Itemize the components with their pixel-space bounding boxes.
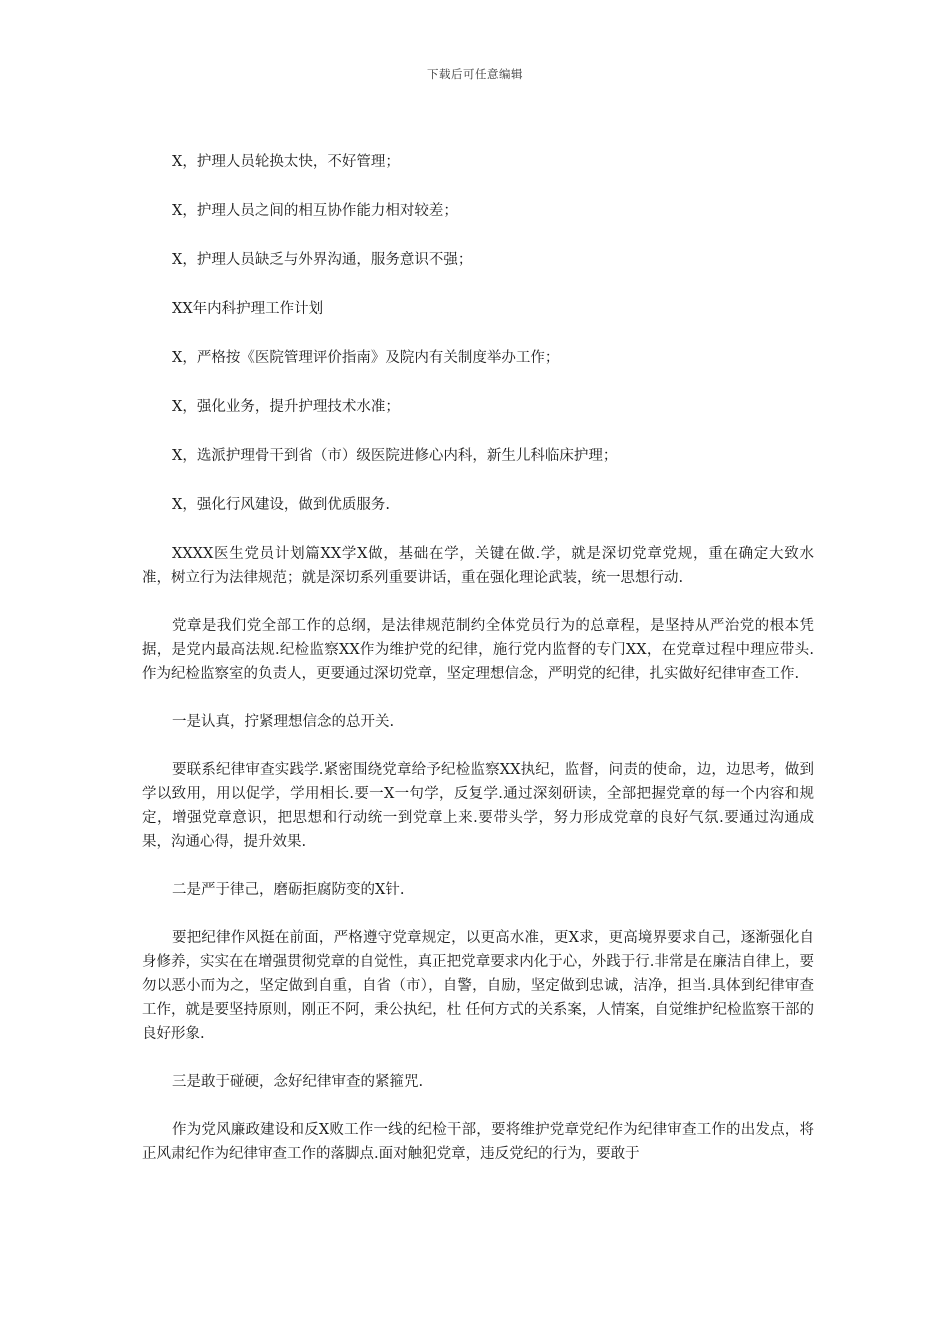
section-heading-3: 三是敢于碰硬，念好纪律审查的紧箍咒. xyxy=(172,1074,424,1090)
problem-item-1: X，护理人员轮换太快，不好管理； xyxy=(172,154,400,170)
section-heading-1: 一是认真，拧紧理想信念的总开关. xyxy=(172,714,395,730)
plan-item-3: X，选派护理骨干到省（市）级医院进修心内科，新生儿科临床护理； xyxy=(172,448,618,464)
paragraph-party-constitution: 党章是我们党全部工作的总纲，是法律规范制约全体党员行为的总章程，是坚持从严治党的根本凭据，是党内最高法规.纪检监察XX作为维护党的纪律，施行党内监督的专门XX，在党章过程中理应带头.作为纪检监察室的负责人，更要通过深切党章，坚定理想信念，严明党的纪律，扎实做好纪律审查工作. xyxy=(142,618,814,682)
paragraph-intro: XXXX医生党员计划篇XX学X做，基础在学，关键在做.学，就是深切党章党规，重在确定大致水准，树立行为法律规范；就是深切系列重要讲话，重在强化理论武装，统一思想行动. xyxy=(142,546,814,586)
plan-heading: XX年内科护理工作计划 xyxy=(172,301,324,317)
problem-item-3: X，护理人员缺乏与外界沟通，服务意识不强； xyxy=(172,252,473,268)
paragraph-section-1: 要联系纪律审查实践学.紧密围绕党章给予纪检监察XX执纪，监督，问责的使命，边，边思考，做到学以致用，用以促学，学用相长.要一X一句学，反复学.通过深刻研读，全部把握党章的每一个内容和规定，增强党章意识，把思想和行动统一到党章上来.要带头学，努力形成党章的良好气氛.要通过沟通成果，沟通心得，提升效果. xyxy=(142,762,814,850)
plan-item-1: X，严格按《医院管理评价指南》及院内有关制度举办工作； xyxy=(172,350,560,366)
page-header: 下载后可任意编辑 xyxy=(427,67,523,81)
section-heading-2: 二是严于律己，磨砺拒腐防变的X针. xyxy=(172,882,405,898)
paragraph-section-3: 作为党风廉政建设和反X败工作一线的纪检干部，要将维护党章党纪作为纪律审查工作的出发点，将正风肃纪作为纪律审查工作的落脚点.面对触犯党章，违反党纪的行为，要敢于 xyxy=(142,1122,814,1162)
plan-item-2: X，强化业务，提升护理技术水准； xyxy=(172,399,400,415)
paragraph-section-2: 要把纪律作风挺在前面，严格遵守党章规定，以更高水准，更X求，更高境界要求自己，逐渐强化自身修养，实实在在增强贯彻党章的自觉性，真正把党章要求内化于心，外践于行.非常是在廉洁自律上，要勿以恶小而为之，坚定做到自重，自省（市），自警，自励，坚定做到忠诚，洁净，担当.具体到纪律审查工作，就是要坚持原则，刚正不阿，秉公执纪，杜 任何方式的关系案，人情案，自觉维护纪检监察干部的良好形象. xyxy=(142,930,814,1042)
document-body xyxy=(142,150,814,1190)
problem-item-2: X，护理人员之间的相互协作能力相对较差； xyxy=(172,203,458,219)
plan-item-4: X，强化行风建设，做到优质服务. xyxy=(172,497,390,513)
